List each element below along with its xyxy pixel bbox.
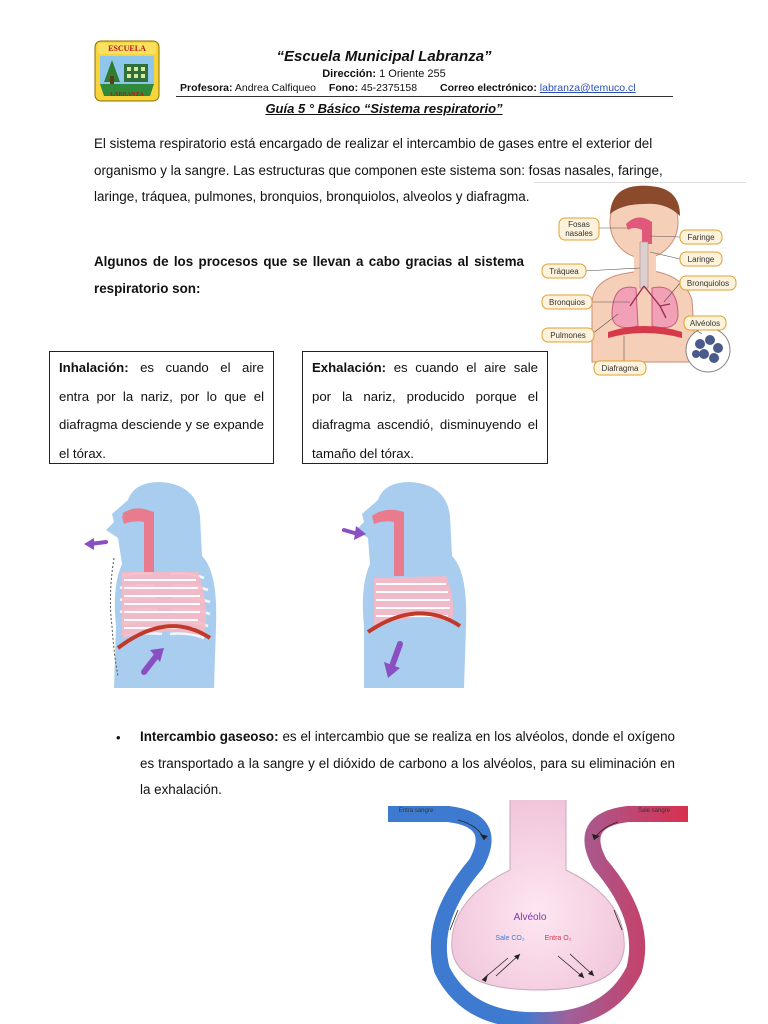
logo-text-top: ESCUELA [108, 44, 146, 53]
exhalation-box [302, 351, 548, 464]
label-alveolos: Alvéolos [689, 319, 721, 328]
processes-heading: Algunos de los procesos que se llevan a cabo gracias al sistema respiratorio son: [94, 254, 524, 296]
teacher-label: Profesora: [180, 82, 233, 94]
guide-title: Guía 5 ° Básico “Sistema respiratorio” [265, 101, 503, 116]
inhalation-box [49, 351, 274, 464]
exhalation-illustration [334, 476, 476, 688]
address-value: 1 Oriente 255 [379, 68, 446, 80]
label-laringe: Laringe [687, 255, 715, 264]
school-name: “Escuela Municipal Labranza” [276, 48, 492, 65]
email-label: Correo electrónico: [439, 82, 537, 94]
phone-value: 45-2375158 [361, 82, 418, 94]
label-sale-sangre: Sale sangre [637, 808, 671, 814]
alveolus-diagram [388, 800, 688, 1024]
gas-exchange-paragraph [140, 724, 675, 804]
email-link[interactable]: labranza@temuco.cl [539, 82, 636, 94]
teacher-name: Andrea Calfiqueo [234, 82, 316, 94]
phone-label: Fono: [328, 82, 359, 94]
label-entra-o2: Entra O₂ [544, 935, 572, 942]
label-sale-co2: Sale CO₂ [495, 935, 525, 942]
label-diafragma: Diafragma [601, 364, 639, 373]
inhalation-term: Inhalación: [59, 360, 129, 375]
label-entra-sangre: Entra sangre [398, 808, 434, 814]
inhalation-text: es cuando el aire entra por la nariz, por lo que el diafragma desciende y se expande el tórax. [59, 360, 264, 461]
inhalation-illustration [78, 476, 233, 688]
label-fosas-line1: Fosas [568, 220, 590, 229]
exhalation-term: Exhalación: [312, 360, 387, 375]
label-faringe: Faringe [687, 233, 715, 242]
bullet-icon: • [116, 730, 121, 745]
label-alveolo: Alvéolo [513, 912, 547, 923]
logo-text-bottom: LABRANZA [110, 92, 144, 98]
gas-exchange-term: Intercambio gaseoso: [140, 729, 279, 744]
address-label: Dirección: [322, 68, 377, 80]
respiratory-system-illustration [534, 182, 748, 380]
contact-line [180, 82, 636, 94]
intro-paragraph: El sistema respiratorio está encargado de realizar el intercambio de gases entre el exterior del organismo y la sangre. Las estructuras que componen este sistema son: fosas nasales, faringe, laringe, tráquea, pulmones, bronquios, bronquiolos, alveolos y diafragma. [94, 136, 663, 204]
address-line [0, 68, 768, 80]
gas-exchange-text: es el intercambio que se realiza en los alvéolos, donde el oxígeno es transportado a la sangre y el dióxido de carbono a los alvéolos, para su eliminación en la exhalación. [140, 729, 676, 797]
label-fosas-line2: nasales [565, 229, 593, 238]
exhalation-text: es cuando el aire sale por la nariz, producido porque el diafragma ascendió, disminuyendo el tamaño del tórax. [312, 360, 538, 461]
label-bronquiolos: Bronquiolos [686, 279, 730, 288]
label-bronquios: Bronquios [548, 298, 586, 307]
label-pulmones: Pulmones [550, 331, 586, 340]
header-divider [176, 96, 673, 97]
label-traquea: Tráquea [549, 267, 579, 276]
